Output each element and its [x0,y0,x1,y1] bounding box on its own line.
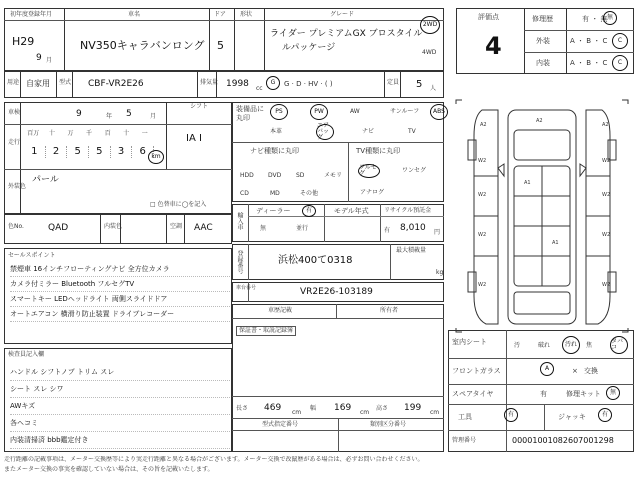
history-title: 車歴記載 [268,307,293,314]
mileage-place-label: 千 [86,130,93,137]
interior-color-label: 内装色 [104,223,123,230]
exterior-label: 外装色 [8,183,27,190]
doors: 5 [217,39,224,52]
mileage-place-label: 百万 [27,130,40,137]
repair-none-circle: 無 [603,11,617,25]
inspection-month-unit: 月 [150,113,157,120]
mgmt-number: 00001001082607001298 [512,436,614,445]
diagram-part-label: W2 [478,192,487,198]
model-label: 型式 [59,79,72,86]
diagram-part-label: A1 [552,240,559,246]
use-label: 用途 [7,79,20,86]
mileage-unit-circle: km [148,150,164,164]
score-value: 4 [485,32,502,60]
disp-label: 排気量 [200,79,219,86]
height-value: 199 [404,403,422,413]
capacity-unit: 人 [430,85,437,92]
inspector-note-line: シート スレ シワ [10,381,230,398]
rec-label: 型式指定番号 [262,421,299,428]
selling-point-line: スマートキー LEDヘッドライト 両側スライドドア [10,292,230,307]
equipment-item: CD [240,190,249,197]
tv-title: TV種類に丸印 [356,147,401,155]
car-damage-diagram [452,96,632,336]
inspection-block [4,102,232,214]
first-reg-month-unit: 月 [46,57,53,64]
mileage-place-label: 百 [104,130,111,137]
recycle-unit: 円 [434,229,441,236]
nav-items-row2 [240,186,346,196]
spare-none-circle: 無 [606,386,620,400]
equipment-item: ABS [430,104,448,120]
equipment-row2 [270,124,440,140]
mileage-digit: 5 [89,146,111,158]
equipment-item: ナビ [362,128,375,135]
inspector-notes-lines [10,364,230,449]
equipment-title: 装備品に [236,105,264,113]
drive-4wd-label: 4WD [422,49,437,56]
diagram-part-label: W2 [602,158,611,164]
equipment-item: メモリ [324,172,343,179]
diagram-part-label: W2 [478,232,487,238]
paint-note: □ 色替車に◯を記入 [150,201,207,208]
equipment-item: HDD [240,172,254,179]
score-label: 評価点 [478,13,499,21]
displacement: 1998 [226,79,249,89]
dealer-label: ディーラー [256,207,291,215]
mileage-digit: 5 [67,146,89,158]
dealer-yes-circle: 有 [302,205,316,217]
shift-label: シフト [190,103,209,110]
class-label: 類別区分番号 [370,421,407,428]
seat-item: 焦 [586,342,593,349]
seat-label: 室内シート [452,338,487,346]
glass-a-circle: A [540,362,554,376]
inspector-note-line: 内装清掃済 bbb鑑定付き [10,432,230,449]
plate-label: 登録番号 [236,250,243,274]
warranty-label: 保証書・取説記録簿 [236,326,296,336]
shape-label: 形状 [240,11,253,18]
inspection-year: 9 [76,109,82,119]
chassis-number: VR2E26-103189 [300,287,373,297]
repair-options: 有 ・ 無 [582,15,608,23]
diagram-part-label: W2 [602,192,611,198]
first-reg-month: 9 [36,53,42,63]
spare-kit: 修理キット [566,390,601,398]
car-name: NV350キャラバンロング [80,39,205,52]
inspection-year-unit: 年 [106,113,113,120]
selling-point-line: 禁煙車 16インチフローティングナビ 全方位カメラ [10,262,230,277]
length-unit: cm [292,409,302,416]
plate-number: 浜松400て0318 [278,255,353,266]
tv-item: ワンセグ [402,167,427,174]
first-reg-year: H29 [12,35,35,48]
int-options: A ・ B ・ C [570,59,608,67]
ext-options: A ・ B ・ C [570,37,608,45]
footer-line2: またメーター交換の事実を確認していない場合は、その旨を記載いたします。 [4,466,214,473]
mileage-place-label: 十 [123,130,130,137]
inspector-notes-label: 検査員記入欄 [8,351,45,358]
width-label: 幅 [310,405,317,412]
int-c-circle: C [612,55,628,71]
ac-value: AAC [194,223,213,233]
max-load-label: 最大積載量 [396,247,427,254]
use-value: 自家用 [26,79,50,88]
height-unit: cm [430,409,440,416]
diagram-part-label: A2 [602,122,609,128]
nav-title: ナビ種類に丸印 [250,147,299,155]
equipment-item: サンルーフ [390,108,420,115]
inspection-month: 5 [126,109,132,119]
mileage-places [24,128,154,136]
inspector-note-line: AWキズ [10,398,230,415]
chassis-label: 車台番号 [236,285,257,291]
equipment-item: DVD [268,172,282,179]
tv-item: アナログ [360,189,385,196]
diagram-part-label: W2 [478,158,487,164]
mileage-place-label: 万 [67,130,74,137]
equipment-item: PW [310,104,328,120]
length-label: 長さ [236,405,249,412]
glass-x: × [572,367,578,375]
jack-yes-circle: 有 [598,408,612,422]
capacity-label: 定員 [387,79,400,86]
equipment-item: AW [350,108,360,115]
mileage-digit: 3 [111,146,133,158]
width-unit: cm [360,409,370,416]
color-no-label: 色No. [8,223,24,230]
tools-label: 工具 [458,413,472,421]
spare-yes: 有 [540,390,547,398]
mileage-digits [24,146,154,158]
diagram-part-label: A2 [536,118,543,124]
glass-replace: 交換 [584,367,598,375]
diagram-part-label: A1 [524,180,531,186]
recycle-label: リサイクル預託金 [384,207,432,214]
equipment-item: PS [270,104,288,120]
ext-label: 外装 [536,37,550,45]
seat-item: 破れ [538,342,551,349]
footer-line1: 走行距離の記載事項は、メーター交換歴等により実走行距離と異なる場合がございます。メーター交換で改竄歴がある場合は、必ずお問い合わせください。 [4,456,424,463]
mileage-place-label: 一 [141,130,148,137]
color-no-value: QAD [48,223,69,233]
owner-label: 所有者 [380,307,399,314]
equipment-item: その他 [300,190,319,197]
mgmt-label: 管理番号 [452,437,477,444]
grade-label: グレード [330,11,355,18]
jack-label: ジャッキ [558,413,586,421]
diagram-part-label: A2 [480,122,487,128]
equipment-item: 本革 [270,128,283,135]
model-year-label: モデル年式 [334,207,369,215]
shift-value: IA I [186,133,202,144]
equipment-item: MD [270,190,280,197]
fuel-options: G · D · HV · ( ) [284,80,333,88]
import-label: 輸入車 [236,212,243,230]
fuel-gas-circle: G [266,76,280,90]
equipment-item: SD [296,172,305,179]
seat-item: タバコ [610,336,628,354]
parallel-label: 並行 [296,225,309,232]
inspector-note-line: 各ヘコミ [10,415,230,432]
seat-item: 汚 [514,342,521,349]
ext-c-circle: C [612,33,628,49]
selling-points-label: セールスポイント [8,252,56,259]
spare-label: スペアタイヤ [452,390,494,398]
seat-items [510,334,632,356]
diagram-part-label: W2 [478,282,487,288]
nav-items-row1 [240,168,346,178]
grade-line1: ライダー プレミアムGX ブロスタイル [270,29,423,39]
grade-line2: ルパッケージ [282,43,336,53]
drive-2wd-badge: 2WD [420,16,440,34]
mileage-label: 走行 [8,139,21,146]
diagram-part-label: W2 [602,232,611,238]
recycle-status: 有 [384,227,391,234]
equipment-item: TV [408,128,416,135]
tv-item: フルセグ [358,164,380,178]
first-reg-label: 初年度登録年月 [10,11,53,18]
tv-items [352,164,442,198]
car-name-label: 車名 [128,11,141,18]
width-value: 169 [334,403,352,413]
selling-point-line: オートエアコン 横滑り防止装置 ドライブレコーダー [10,307,230,322]
glass-label: フロントガラス [452,367,501,375]
mileage-digit: 2 [46,146,68,158]
tools-yes-circle: 有 [504,408,518,422]
dealer-no-option: 無 [260,225,267,232]
capacity: 5 [416,79,423,90]
selling-point-line: カメラ付ミラー Bluetooth フルセグTV [10,277,230,292]
door-label: ドア [214,11,226,18]
equipment-item: エアバッグ [316,124,334,140]
mileage-digit: 6 [132,146,154,158]
int-label: 内装 [536,59,550,67]
model-value: CBF-VR2E26 [88,79,144,89]
exterior-color: パール [32,175,59,185]
recycle-amount: 8,010 [400,223,426,233]
disp-unit: cc [256,85,263,92]
max-load-unit: kg [436,269,444,276]
equipment-row1 [270,104,445,120]
seat-item: 汚れ [562,336,580,354]
inspector-note-line: ハンドル シフトノブ トリム スレ [10,364,230,381]
inspection-label: 車検 [8,109,21,116]
ac-label: 空調 [170,223,183,230]
mileage-digit: 1 [24,146,46,158]
mileage-place-label: 十 [48,130,55,137]
equipment-title2: 丸印 [236,114,250,122]
repair-label: 修理歴 [532,15,553,23]
length-value: 469 [264,403,282,413]
height-label: 高さ [376,405,389,412]
selling-points-lines [10,262,230,322]
diagram-part-label: W2 [602,282,611,288]
